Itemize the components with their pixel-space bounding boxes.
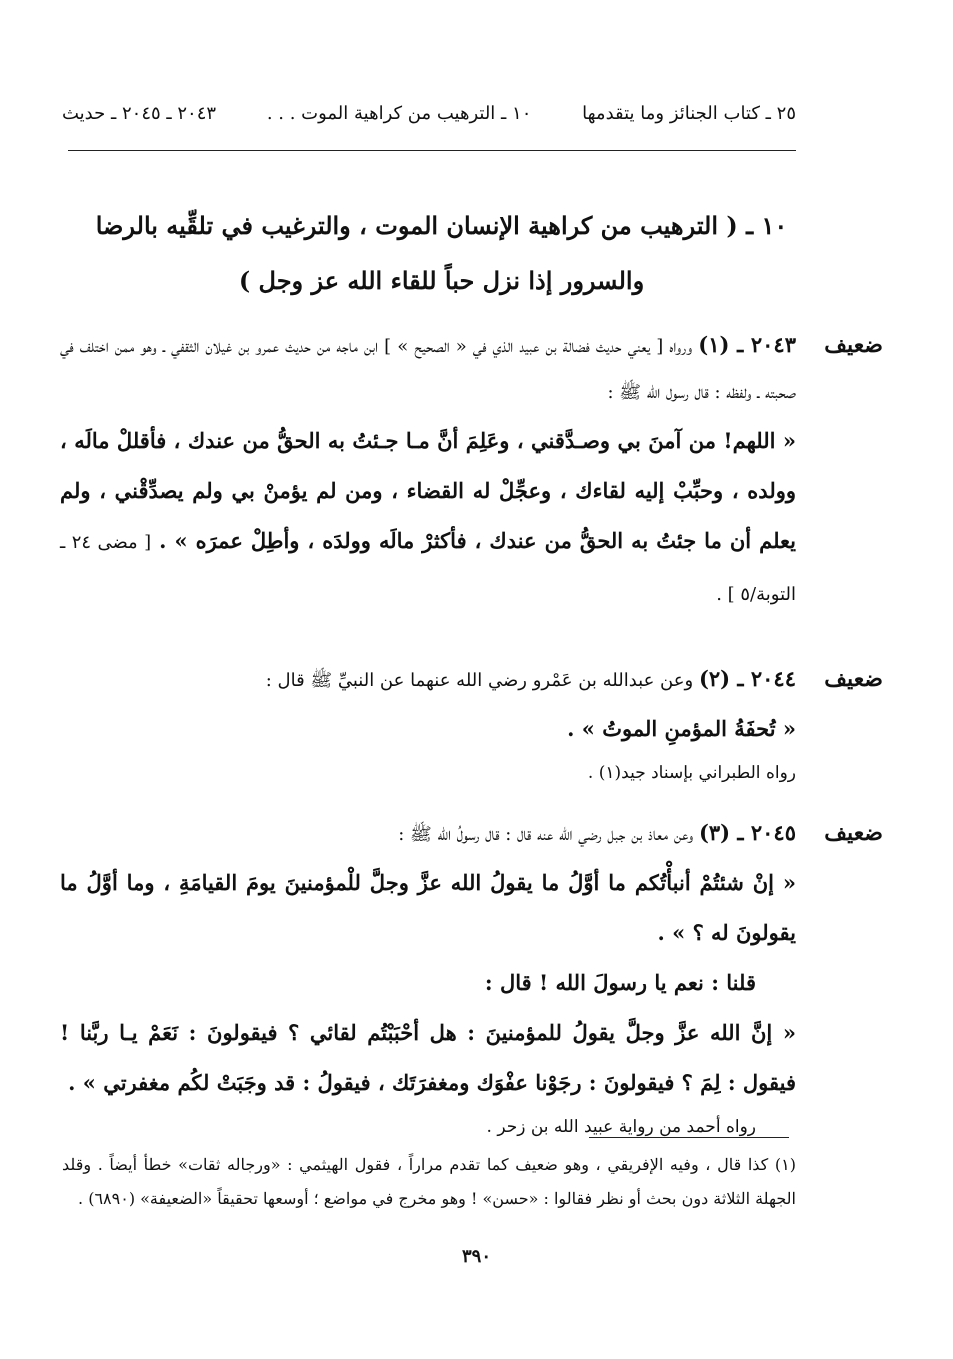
hadith-text: « إنْ شئتُمْ أنبأْتُكم ما أوَّلُ ما يقولُ الله عزَّ وجلَّ للْمؤمنينَ يومَ القيامَةِ ، وما أوَّلُ ما يقولونَ له ؟ » . <box>60 870 796 945</box>
hadith-text <box>60 416 796 620</box>
hadith-entry <box>60 322 796 620</box>
hadith-text-continued: « إنَّ الله عزَّ وجلَّ يقولُ للمؤمنينَ : هل أحْبَبْتُم لقائي ؟ فيقولونَ : نَعَمْ يـا ربَّنا ! فيقول : لِمَ ؟ فيقولونَ : رجَوْنا عفْوَك ومغفرَتَك ، فيقولُ : قد وجَبَتْ لكُم مغفرتي » . <box>60 1020 796 1095</box>
hadith-narration <box>60 810 796 858</box>
narration-text: ورواه [ يعني حديث فضالة بن عبيد الذي في « الصحيح » ] ابن ماجه من حديث عمرو بن غيلان الثقفي ـ وهو ممن اختلف في صحبته ـ ولفظه : قال رسول الله ﷺ : <box>60 336 796 403</box>
narration-text: وعن معاذ بن جبل رضي الله عنه قال : قال رسولُ الله ﷺ : <box>398 824 694 845</box>
hadith-number: ٢٠٤٤ ـ (٢) <box>698 666 796 691</box>
header-chapter-title: ١٠ ـ الترهيب من كراهية الموت . . . <box>266 103 532 124</box>
section-title-line1: ١٠ ـ ( الترهيب من كراهية الإنسان الموت ، والترغيب في تلقِّيه بالرضا <box>95 211 788 240</box>
hadith-entry <box>60 656 796 792</box>
running-header <box>62 103 796 124</box>
grade-label: ضعيف <box>824 666 883 692</box>
hadith-text: « تُحفَةُ المؤمنِ الموتُ » . <box>567 716 796 741</box>
hadith-entry <box>60 810 796 1146</box>
hadith-number: ٢٠٤٥ ـ (٣) <box>698 820 796 845</box>
hadith-number: ٢٠٤٣ ـ (١) <box>698 332 796 357</box>
grade-label: ضعيف <box>824 332 883 358</box>
hadith-source: رواه أحمد من رواية عبيد الله بن زحر . <box>486 1117 756 1137</box>
page-number: ٣٩٠ <box>461 1246 491 1267</box>
cross-reference: [ مضى ٢٤ ـ التوبة/٥ ] . <box>60 532 796 605</box>
header-divider <box>68 150 796 151</box>
section-title <box>90 198 793 308</box>
hadith-source: رواه الطبراني بإسناد جيد(١) . <box>587 763 796 783</box>
hadith-narration <box>60 656 796 704</box>
section-title-line2: والسرور إذا نزل حباً للقاء الله عز وجل ) <box>238 266 645 295</box>
footnote-divider <box>589 1137 789 1138</box>
hadith-narration <box>60 322 796 416</box>
narration-text: وعن عبدالله بن عَمْرو رضي الله عنهما عن النبيِّ ﷺ قال : <box>265 670 694 691</box>
footnote: (١) كذا قال ، وفيه الإفريقي ، وهو ضعيف كما تقدم مراراً ، فقول الهيثمي : «ورجاله ثقات» خطأ أيضاً . وقلد الجهلة الثلاثة دون بحث أو نظر فقالوا : «حسن» ! وهو مخرج في مواضع ؛ أوسعها تحقيقاً «الضعيفة» (٦٨٩٠) . <box>62 1155 796 1208</box>
header-book-title: ٢٥ ـ كتاب الجنائز وما يتقدمها <box>582 103 796 124</box>
header-hadith-range: ٢٠٤٣ ـ ٢٠٤٥ ـ حديث <box>62 103 217 124</box>
hadith-text-dialogue: قلنا : نعم يا رسولَ الله ! قال : <box>484 970 756 995</box>
grade-label: ضعيف <box>824 820 883 846</box>
matn-text: « اللهم! من آمنَ بي وصـدَّقني ، وعَلِمَ أنَّ مـا جـئتُ به الحقُّ من عندك ، فأقللْ مالَه ، وولده ، وحبِّبْ إليه لقاءك ، وعجِّلْ له القضاء ، ومن لم يؤمنْ بي ولم يصدِّقْني ، ولم يعلم أن ما جئتُ به الحقُّ من عندك ، فأكثرْ مالَه وولدَه ، وأطِلْ عمرَه » . <box>60 428 796 553</box>
